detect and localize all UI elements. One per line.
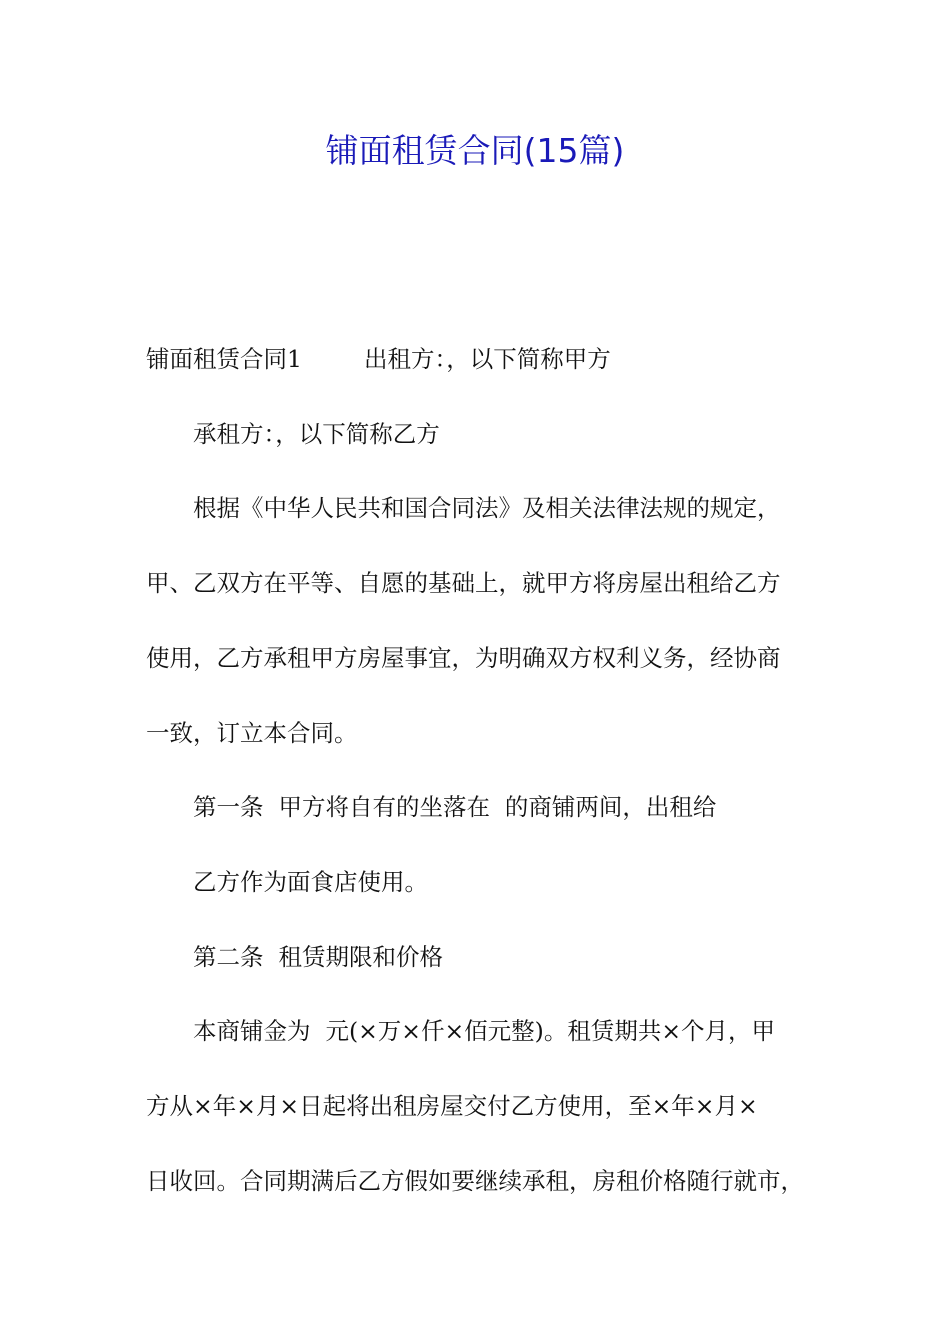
body-line: 甲、乙双方在平等、自愿的基础上，就甲方将房屋出租给乙方 (146, 569, 781, 597)
body-line: 乙方作为面食店使用。 (193, 868, 428, 896)
body-line: 根据《中华人民共和国合同法》及相关法律法规的规定， (193, 494, 781, 522)
contract-heading: 铺面租赁合同1 (146, 345, 302, 373)
heading-line (146, 342, 611, 376)
document-title: 铺面租赁合同(15篇) (325, 131, 625, 170)
body-line: 本商铺金为 元(×万×仟×佰元整)。租赁期共×个月，甲 (193, 1017, 776, 1045)
article-2-heading: 第二条 租赁期限和价格 (193, 943, 443, 971)
body-line: 使用，乙方承租甲方房屋事宜，为明确双方权利义务，经协商 (146, 644, 781, 672)
body-line: 日收回。合同期满后乙方假如要继续承租，房租价格随行就市， (146, 1167, 804, 1195)
article-1-line: 第一条 甲方将自有的坐落在 的商铺两间，出租给 (193, 793, 717, 821)
lessor-line: 出租方：，以下简称甲方 (363, 345, 611, 373)
body-line: 方从×年×月×日起将出租房屋交付乙方使用，至×年×月× (146, 1092, 758, 1120)
lessee-line: 承租方：，以下简称乙方 (193, 420, 440, 448)
body-line: 一致，订立本合同。 (146, 719, 358, 747)
